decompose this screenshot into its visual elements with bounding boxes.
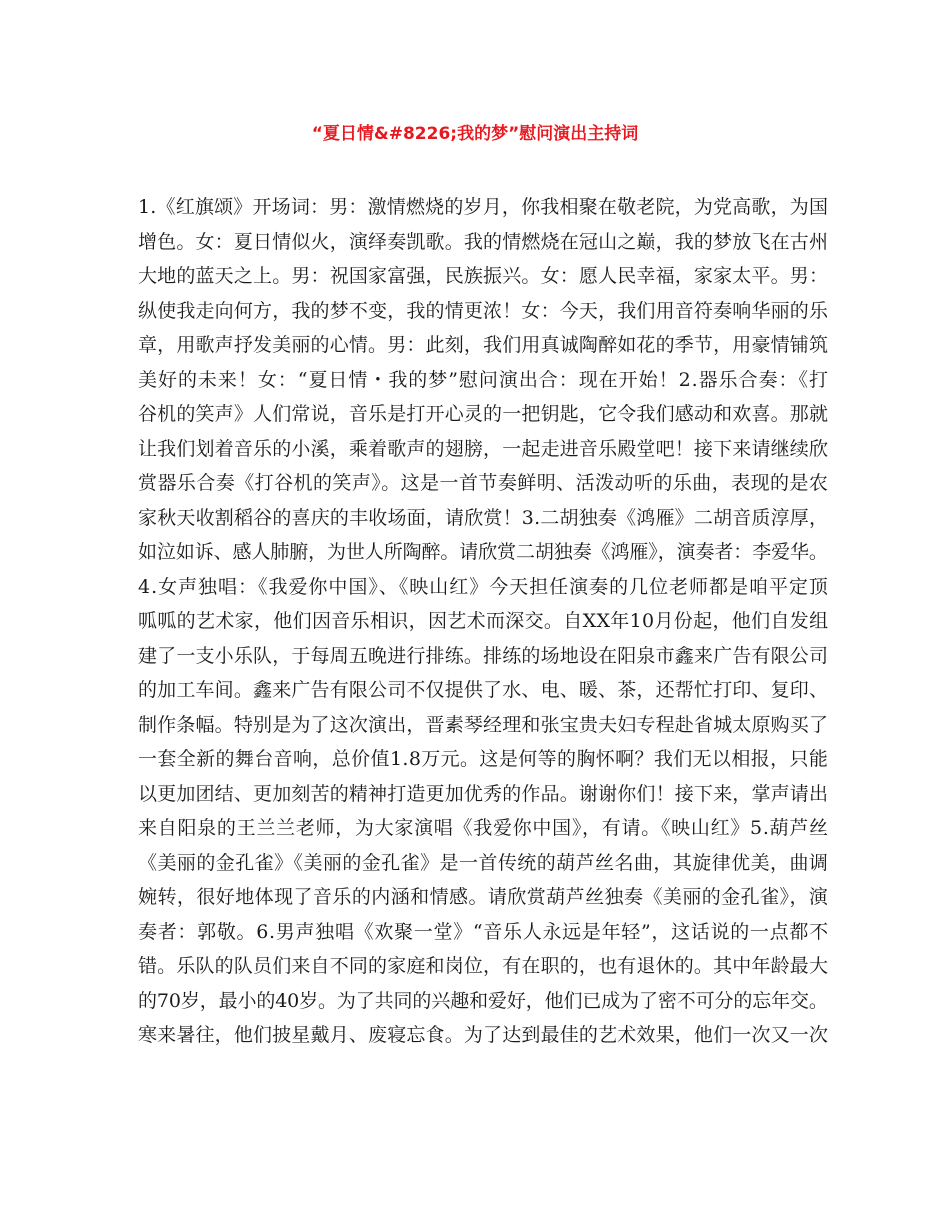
text-line: 建了一支小乐队，于每周五晚进行排练。排练的场地设在阳泉市鑫来广告有限公司 xyxy=(138,644,829,667)
text-line: 美好的未来！女：“夏日情・我的梦”慰问演出合：现在开始！2.器乐合奏：《打 xyxy=(138,368,829,391)
text-line: 让我们划着音乐的小溪，乘着歌声的翅膀，一起走进音乐殿堂吧！接下来请继续欣 xyxy=(138,437,829,460)
text-line: 寒来暑往，他们披星戴月、废寝忘食。为了达到最佳的艺术效果，他们一次又一次 xyxy=(138,1024,829,1046)
text-line: 错。乐队的队员们来自不同的家庭和岗位，有在职的，也有退休的。其中年龄最大 xyxy=(138,955,829,977)
text-line: 4.女声独唱：《我爱你中国》、《映山红》今天担任演奏的几位老师都是咱平定顶 xyxy=(138,575,829,598)
text-line: 大地的蓝天之上。男：祝国家富强，民族振兴。女：愿人民幸福，家家太平。男： xyxy=(138,265,829,287)
text-line: 如泣如诉、感人肺腑，为世人所陶醉。请欣赏二胡独奏《鸿雁》，演奏者：李爱华。 xyxy=(138,541,828,563)
text-line: 《美丽的金孔雀》《美丽的金孔雀》是一首传统的葫芦丝名曲，其旋律优美，曲调 xyxy=(138,851,829,874)
text-line: 增色。女：夏日情似火，演绎奏凯歌。我的情燃烧在冠山之巅，我的梦放飞在古州 xyxy=(138,230,829,253)
text-line: 呱呱的艺术家，他们因音乐相识，因艺术而深交。自XX年10月份起，他们自发组 xyxy=(138,610,829,632)
text-line: 一套全新的舞台音响，总价值1.8万元。这是何等的胸怀啊？我们无以相报，只能 xyxy=(138,748,829,770)
text-line: 家秋天收割稻谷的喜庆的丰收场面，请欣赏！3.二胡独奏《鸿雁》二胡音质淳厚， xyxy=(138,506,829,529)
text-line: 婉转，很好地体现了音乐的内涵和情感。请欣赏葫芦丝独奏《美丽的金孔雀》，演 xyxy=(138,886,829,908)
text-line: 的70岁，最小的40岁。为了共同的兴趣和爱好，他们已成为了密不可分的忘年交。 xyxy=(138,989,828,1012)
text-line: 谷机的笑声》人们常说，音乐是打开心灵的一把钥匙，它令我们感动和欢喜。那就 xyxy=(138,403,829,425)
document-body xyxy=(138,190,828,1053)
text-line: 制作条幅。特别是为了这次演出，晋素琴经理和张宝贵夫妇专程赴省城太原购买了 xyxy=(138,713,829,736)
text-line: 来自阳泉的王兰兰老师，为大家演唱《我爱你中国》，有请。《映山红》5.葫芦丝 xyxy=(138,817,829,839)
text-line: 以更加团结、更加刻苦的精神打造更加优秀的作品。谢谢你们！接下来，掌声请出 xyxy=(138,782,829,805)
document-title: “夏日情&#8226;我的梦”慰问演出主持词 xyxy=(311,124,639,144)
text-line: 奏者：郭敬。6.男声独唱《欢聚一堂》“音乐人永远是年轻”，这话说的一点都不 xyxy=(138,920,829,943)
text-line: 的加工车间。鑫来广告有限公司不仅提供了水、电、暖、茶，还帮忙打印、复印、 xyxy=(138,679,829,701)
text-line: 赏器乐合奏《打谷机的笑声》。这是一首节奏鲜明、活泼动听的乐曲，表现的是农 xyxy=(138,472,829,494)
text-line: 纵使我走向何方，我的梦不变，我的情更浓！女：今天，我们用音符奏响华丽的乐 xyxy=(138,299,829,322)
text-line: 章，用歌声抒发美丽的心情。男：此刻，我们用真诚陶醉如花的季节，用豪情铺筑 xyxy=(138,334,829,356)
text-line: 1.《红旗颂》开场词：男：激情燃烧的岁月，你我相聚在敬老院，为党高歌，为国 xyxy=(138,196,829,218)
